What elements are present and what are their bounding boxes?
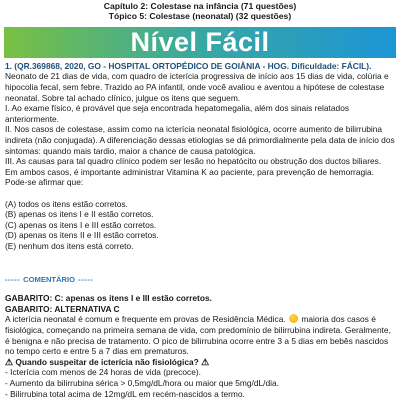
- option-d[interactable]: (D) apenas os itens II e III estão corretos.: [5, 230, 159, 241]
- item-3: III. As causas para tal quadro clínico podem ser lesão no hepatócito ou obstrução dos ductos biliares. Em ambos casos, é importante administrar Vitamina K ao paciente, para prevenção de hemorragia.: [5, 156, 382, 177]
- warning-heading: [5, 357, 395, 368]
- warning-icon: ⚠: [5, 356, 14, 367]
- explanation-text-a: A icterícia neonatal é comum e frequente em provas de Residência Médica.: [5, 314, 286, 325]
- difficulty-banner-text: Nível Fácil: [130, 26, 270, 57]
- question-stem-text: Neonato de 21 dias de vida, com quadro de icterícia progressiva de início aos 15 dias de vida, colúria e hipocolia fecal, sem febre. Trazido ao PA infantil, onde você avaliou e aventou a hipótese de colestase neonatal. Sobre tal achado clínico, julgue os itens que seguem.: [5, 71, 389, 103]
- warning-heading-text: Quando suspeitar de icterícia não fisiológica?: [13, 356, 202, 367]
- warning-icon: ⚠: [201, 356, 210, 367]
- bullet-item: - Bilirrubina total acima de 12mg/dL em recém-nascidos a termo.: [5, 388, 245, 399]
- comment-label: COMENTÁRIO: [23, 274, 76, 284]
- explanation-paragraph: [5, 314, 395, 356]
- spacer: [5, 262, 395, 273]
- item-2: II. Nos casos de colestase, assim como na icterícia neonatal fisiológica, ocorre aumento de bilirrubina indireta (não conjugada). A diferenciação dessas etiologias se dá primordialmente pela data de início dos sintomas: quando mais tardio, maior a chance de causa patológica.: [5, 124, 395, 156]
- option-b[interactable]: (B) apenas os itens I e II estão corretos.: [5, 209, 154, 220]
- spacer: [5, 252, 395, 263]
- option-e[interactable]: (E) nenhum dos itens está correto.: [5, 240, 134, 251]
- question-title: 1. (QR.369868, 2020, GO - HOSPITAL ORTOPÉDICO DE GOIÂNIA - HOG. Dificuldade: FÁCIL).: [5, 60, 372, 71]
- difficulty-banner: [4, 27, 396, 58]
- item-1: I. Ao exame físico, é provável que seja encontrada hepatomegalia, além dos sinais relatados anteriormente.: [5, 103, 350, 124]
- comment-dashes-after: -----: [78, 274, 94, 284]
- option-a[interactable]: (A) todos os itens estão corretos.: [5, 198, 128, 209]
- question-prompt: Pode-se afirmar que:: [5, 177, 84, 188]
- option-c[interactable]: (C) apenas os itens I e III estão corretos.: [5, 219, 157, 230]
- topic-heading: Tópico 5: Colestase (neonatal) (32 questões): [108, 11, 292, 22]
- question-stem: [5, 61, 395, 103]
- bullet-item: - Icterícia com menos de 24 horas de vida (precoce).: [5, 367, 201, 378]
- sun-emoji-icon: [289, 314, 298, 323]
- spacer: [5, 188, 395, 199]
- comment-divider: [5, 275, 395, 286]
- explanation-text-b: maioria dos casos é fisiológica, começando na primeira semana de vida, com predomínio de bilirrubina indireta. Geralmente, é benigna e não precisa de tratamento. O pico de bilirrubina ocorre entre 3 a 5 dias em bebês nascidos no tempo certo e entre 5 a 7 dias em prematuros.: [5, 314, 391, 357]
- question-body: [0, 58, 400, 399]
- comment-dashes: -----: [5, 274, 21, 284]
- chapter-heading: Capítulo 2: Colestase na infância (71 questões): [103, 1, 297, 11]
- gabarito-line: GABARITO: C: apenas os itens I e III estão corretos.: [5, 293, 212, 304]
- bullet-item: - Aumento da bilirrubina sérica > 0,5mg/dL/hora ou maior que 5mg/dL/dia.: [5, 378, 279, 389]
- gabarito-alternativa: GABARITO: ALTERNATIVA C: [5, 303, 120, 314]
